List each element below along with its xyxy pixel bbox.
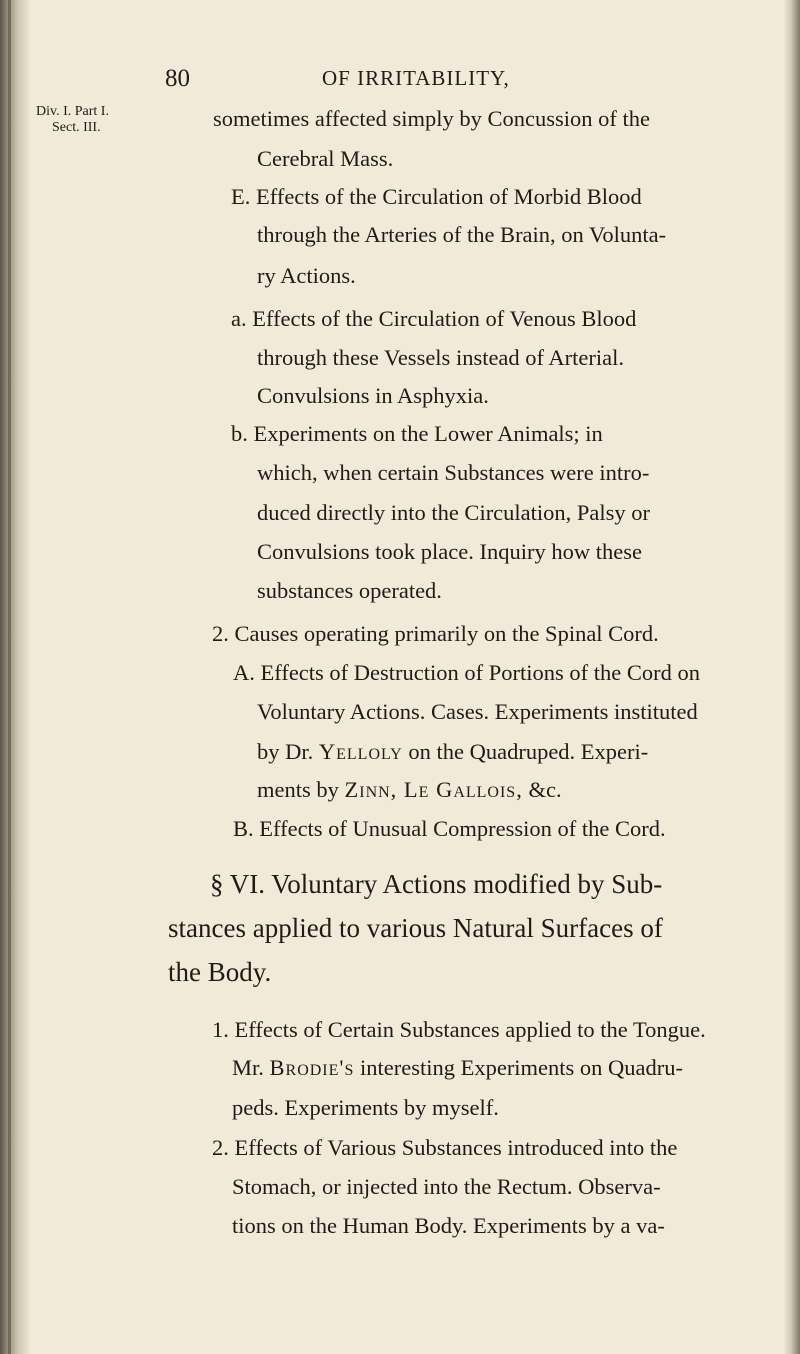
text-span: ments by [257,777,339,802]
text-span: interesting Experiments on Quadru- [359,1055,684,1080]
sidenote-division: Div. I. Part I. [36,104,109,119]
body-line: 2. Effects of Various Substances introduced into the [212,1135,678,1160]
body-line: duced directly into the Circulation, Palsy or [257,500,651,525]
body-line: ry Actions. [257,263,356,288]
author-name: Zinn, Le Gallois, [344,777,523,802]
body-line: Cerebral Mass. [257,146,394,171]
body-line: through the Arteries of the Brain, on Volunta- [257,222,667,247]
sidenote-section: Sect. III. [52,120,101,135]
body-line: 2. Causes operating primarily on the Spinal Cord. [212,621,659,646]
page-number: 80 [165,65,190,92]
body-line [257,777,562,803]
body-line: peds. Experiments by myself. [232,1095,499,1120]
body-line [257,739,648,765]
body-line: 1. Effects of Certain Substances applied to the Tongue. [212,1017,706,1042]
text-span: &c. [528,777,562,802]
page-edge-right [784,0,800,1354]
text-span: Mr. [232,1055,264,1080]
body-line: Convulsions took place. Inquiry how these [257,539,642,564]
author-name: Yelloly [318,739,403,764]
running-title: OF IRRITABILITY, [322,66,510,90]
body-line: B. Effects of Unusual Compression of the Cord. [233,816,666,841]
body-line: through these Vessels instead of Arterial. [257,345,625,370]
body-line: tions on the Human Body. Experiments by a va- [232,1213,665,1238]
body-line: substances operated. [257,578,442,603]
section-heading: the Body. [168,957,272,987]
body-line: Voluntary Actions. Cases. Experiments instituted [257,699,698,724]
body-line: E. Effects of the Circulation of Morbid Blood [231,184,642,209]
body-line [232,1055,683,1081]
section-heading: § VI. Voluntary Actions modified by Sub- [210,869,663,899]
text-span: on the Quadruped. Experi- [408,739,649,764]
body-line: b. Experiments on the Lower Animals; in [231,421,603,446]
body-line: Convulsions in Asphyxia. [257,383,489,408]
body-line: which, when certain Substances were intro- [257,460,650,485]
text-span: by Dr. [257,739,314,764]
author-name: Brodie's [269,1055,355,1080]
body-line: A. Effects of Destruction of Portions of the Cord on [233,660,701,685]
binding-edge-left [0,0,30,1354]
body-line: a. Effects of the Circulation of Venous Blood [231,306,637,331]
body-line: Stomach, or injected into the Rectum. Observa- [232,1174,661,1199]
section-heading: stances applied to various Natural Surfaces of [168,913,663,943]
body-line: sometimes affected simply by Concussion of the [213,106,651,131]
